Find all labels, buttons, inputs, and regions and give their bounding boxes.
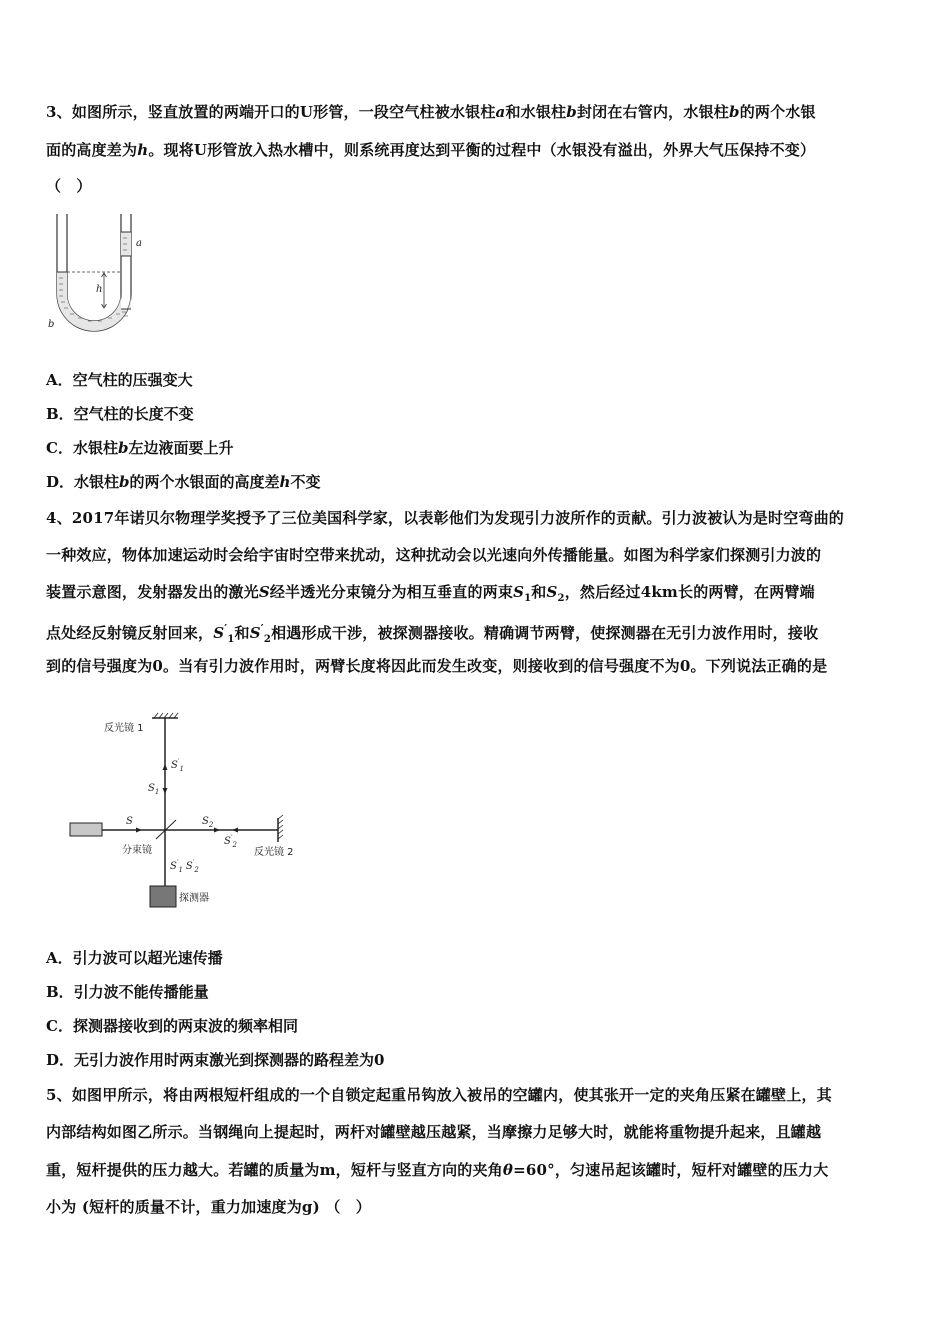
q3-text: 和水银柱 [505, 103, 567, 121]
q3-option-a: A．空气柱的压强变大 [46, 371, 193, 389]
q3-text: 的两个水银 [739, 103, 816, 121]
q5-line-3 [46, 1160, 828, 1180]
q4-text: 和 [234, 624, 250, 642]
q3-option-d [46, 472, 320, 492]
sub: 2 [557, 593, 565, 604]
q4-line-3 [46, 582, 815, 609]
q4-text: 点处经反射镜反射回来， [46, 624, 214, 642]
q4-option-b: B．引力波不能传播能量 [46, 983, 209, 1001]
var-b: b [728, 103, 740, 121]
q3-text: 面的高度差为 [46, 141, 138, 159]
prime: ′ [260, 622, 264, 635]
q4-option-d: D．无引力波作用时两束激光到探测器的路程差为0 [46, 1051, 385, 1069]
opt-text: C．水银柱 [46, 439, 118, 457]
opt-text: D．水银柱 [46, 473, 120, 491]
q3-text: 封闭在右管内，水银柱 [576, 103, 729, 121]
s1p-label: $S'_1$ [171, 758, 184, 773]
s-label: S [126, 816, 133, 827]
q3-line-1 [46, 102, 816, 122]
q4-line-1: 4、2017年诺贝尔物理学奖授予了三位美国科学家，以表彰他们为发现引力波所作的贡献。引力波被认为是时空弯曲的 [46, 509, 844, 527]
opt-text: 不变 [290, 473, 321, 491]
var-s: S [258, 583, 270, 601]
sub: 2 [263, 634, 272, 645]
label-a: a [136, 238, 142, 249]
q5-line-1: 5、如图甲所示，将由两根短杆组成的一个自锁定起重吊钩放入被吊的空罐内，使其张开一定的夹角压紧在罐壁上，其 [46, 1086, 832, 1104]
q4-text: ，然后经过4km长的两臂，在两臂端 [564, 583, 815, 601]
q5-line-4: 小为 (短杆的质量不计，重力加速度为g) （ ） [46, 1198, 371, 1216]
q5-line-2: 内部结构如图乙所示。当钢绳向上提起时，两杆对罐壁越压越紧，当摩擦力足够大时，就能将重物提升起来，且罐越 [46, 1123, 822, 1141]
q5-text: =60°，匀速吊起该罐时，短杆对罐壁的压力大 [513, 1161, 829, 1179]
q5-text: 重，短杆提供的压力越大。若罐的质量为m，短杆与竖直方向的夹角 [46, 1161, 503, 1179]
opt-text: 左边液面要上升 [128, 439, 234, 457]
q3-answer-paren: （ ） [46, 177, 92, 195]
var-s1: S [513, 583, 525, 601]
q3-option-c [46, 438, 233, 458]
q3-text: 。现将U形管放入热水槽中，则系统再度达到平衡的过程中（水银没有溢出，外界大气压保持不变） [148, 141, 816, 159]
mirror2-label: 反光镜 2 [254, 847, 294, 858]
var-b: b [566, 103, 577, 121]
s1-label: $S_1$ [148, 783, 160, 796]
q4-line-2: 一种效应，物体加速运动时会给宇宙时空带来扰动，这种扰动会以光速向外传播能量。如图为科学家们探测引力波的 [46, 546, 822, 564]
q4-text: 装置示意图，发射器发出的激光 [46, 583, 259, 601]
q4-text: 和 [531, 583, 547, 601]
splitter-label: 分束镜 [122, 845, 152, 856]
var-s2p: S [249, 624, 261, 642]
mirror1-label: 反光镜 1 [104, 723, 144, 734]
var-b: b [119, 473, 130, 491]
label-h: h [96, 284, 103, 295]
var-s1p: S [213, 624, 225, 642]
label-b: b [48, 319, 55, 330]
q3-option-b: B．空气柱的长度不变 [46, 405, 194, 423]
q4-line-4 [46, 619, 818, 650]
s1p-s2p-label: $S'_1$ $S'_2$ [170, 859, 199, 874]
prime: ′ [224, 622, 228, 635]
var-h: h [137, 141, 149, 159]
var-h: h [279, 473, 291, 491]
q3-line-2 [46, 140, 815, 160]
var-a: a [495, 103, 506, 121]
q4-option-c: C．探测器接收到的两束波的频率相同 [46, 1017, 298, 1035]
var-b: b [117, 439, 129, 457]
detector-label: 探测器 [179, 893, 209, 904]
q4-text: 经半透光分束镜分为相互垂直的两束 [269, 583, 514, 601]
q4-option-a: A．引力波可以超光速传播 [46, 949, 223, 967]
q3-text: 3、如图所示，竖直放置的两端开口的U形管，一段空气柱被水银柱 [46, 103, 496, 121]
var-s2: S [546, 583, 558, 601]
q4-text: 相遇形成干涉，被探测器接收。精确调节两臂，使探测器在无引力波作用时，接收 [271, 624, 819, 642]
u-tube-figure [48, 212, 148, 337]
var-theta: θ [502, 1161, 514, 1179]
q4-line-5: 到的信号强度为0。当有引力波作用时，两臂长度将因此而发生改变，则接收到的信号强度不为0。下列说法正确的是 [46, 657, 828, 675]
s2p-label: $S'_2$ [224, 834, 237, 849]
interferometer-figure [66, 712, 326, 912]
s2-label: $S_2$ [202, 816, 214, 829]
sub: 1 [227, 634, 235, 645]
opt-text: 的两个水银面的高度差 [129, 473, 280, 491]
sub: 1 [524, 593, 532, 604]
